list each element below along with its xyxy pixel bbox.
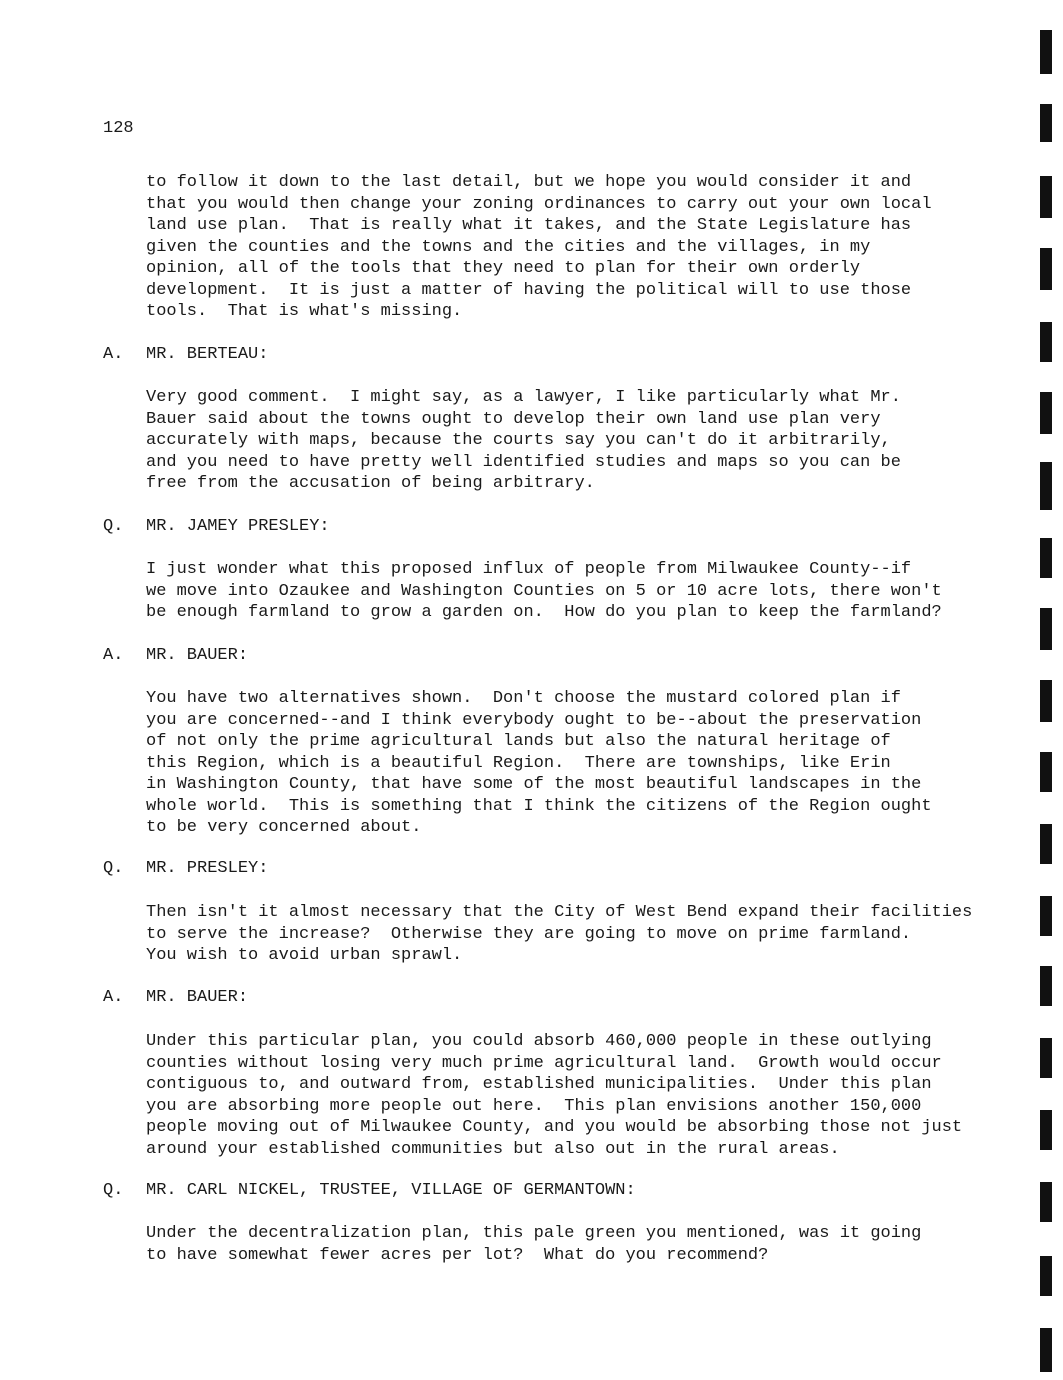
speaker-line-6 (103, 1180, 636, 1246)
scan-mark (1040, 1110, 1052, 1150)
paragraph-4: You have two alternatives shown. Don't choose the mustard colored plan if you are concerned--and I think everybody ought to be--about the preservation of not only the prime agricultural lands but also the natural heritage of this Region, which is a beautiful Region. There are townships, like Erin in Washington County, that have some of the most beautiful landscapes in the whole world. This is something that I think the citizens of the Region ought to be very concerned about. (146, 689, 932, 837)
scan-mark (1040, 1182, 1052, 1222)
scan-mark (1040, 896, 1052, 936)
scan-mark (1040, 176, 1052, 218)
speaker-tag: A. (103, 988, 124, 1007)
scan-mark (1040, 1328, 1052, 1372)
scan-mark (1040, 462, 1052, 510)
scan-mark (1040, 538, 1052, 578)
speaker-tag: A. (103, 345, 124, 364)
paragraph-5: Then isn't it almost necessary that the City of West Bend expand their facilities to serve the increase? Otherwise they are going to move on prime farmland. You wish to avoid urban sprawl. (146, 903, 973, 965)
speaker-name: MR. CARL NICKEL, TRUSTEE, VILLAGE OF GERMANTOWN: (146, 1181, 636, 1200)
speaker-line-3 (103, 645, 249, 711)
scan-mark (1040, 824, 1052, 864)
scan-mark (1040, 322, 1052, 362)
speaker-tag: A. (103, 646, 124, 665)
speaker-name: MR. BAUER: (146, 988, 249, 1007)
speaker-name: MR. JAMEY PRESLEY: (146, 517, 330, 536)
speaker-line-5 (103, 987, 249, 1053)
paragraph-7: Under the decentralization plan, this pale green you mentioned, was it going to have somewhat fewer acres per lot? What do you recommend? (146, 1224, 922, 1265)
speaker-line-2 (103, 516, 330, 582)
paragraph-1: to follow it down to the last detail, but we hope you would consider it and that you would then change your zoning ordinances to carry out your own local land use plan. That is really what it takes, and the State Legislature has given the counties and the towns and the cities and the villages, in my opinion, all of the tools that they need to plan for their own orderly development. It is just a matter of having the political will to use those tools. That is what's missing. (146, 173, 932, 321)
scan-mark (1040, 392, 1052, 434)
scan-mark (1040, 752, 1052, 792)
speaker-name: MR. PRESLEY: (146, 859, 269, 878)
speaker-line-1 (103, 344, 269, 410)
paragraph-2: Very good comment. I might say, as a lawyer, I like particularly what Mr. Bauer said about the towns ought to develop their own land use plan very accurately with maps, because the courts say you can't do it arbitrarily, and you need to have pretty well identified studies and maps so you can be free from the accusation of being arbitrary. (146, 388, 901, 493)
scan-mark (1040, 1256, 1052, 1296)
scan-mark (1040, 248, 1052, 290)
paragraph-3: I just wonder what this proposed influx of people from Milwaukee County--if we move into Ozaukee and Washington Counties on 5 or 10 acre lots, there won't be enough farmland to grow a garden on. How do you plan to keep the farmland? (146, 560, 942, 622)
speaker-line-4 (103, 858, 269, 924)
speaker-name: MR. BAUER: (146, 646, 249, 665)
speaker-tag: Q. (103, 517, 124, 536)
speaker-name: MR. BERTEAU: (146, 345, 269, 364)
scan-mark (1040, 608, 1052, 650)
speaker-tag: Q. (103, 859, 124, 878)
scan-mark (1040, 104, 1052, 142)
speaker-tag: Q. (103, 1181, 124, 1200)
paragraph-6: Under this particular plan, you could absorb 460,000 people in these outlying counties without losing very much prime agricultural land. Growth would occur contiguous to, and outward from, established municipalities. Under this plan you are absorbing more people out here. This plan envisions another 150,000 people moving out of Milwaukee County, and you would be absorbing those not just around your established communities but also out in the rural areas. (146, 1032, 963, 1159)
scan-mark (1040, 30, 1052, 74)
page-number: 128 (103, 119, 134, 138)
scan-mark (1040, 1038, 1052, 1078)
scan-mark (1040, 680, 1052, 722)
scan-mark (1040, 966, 1052, 1006)
